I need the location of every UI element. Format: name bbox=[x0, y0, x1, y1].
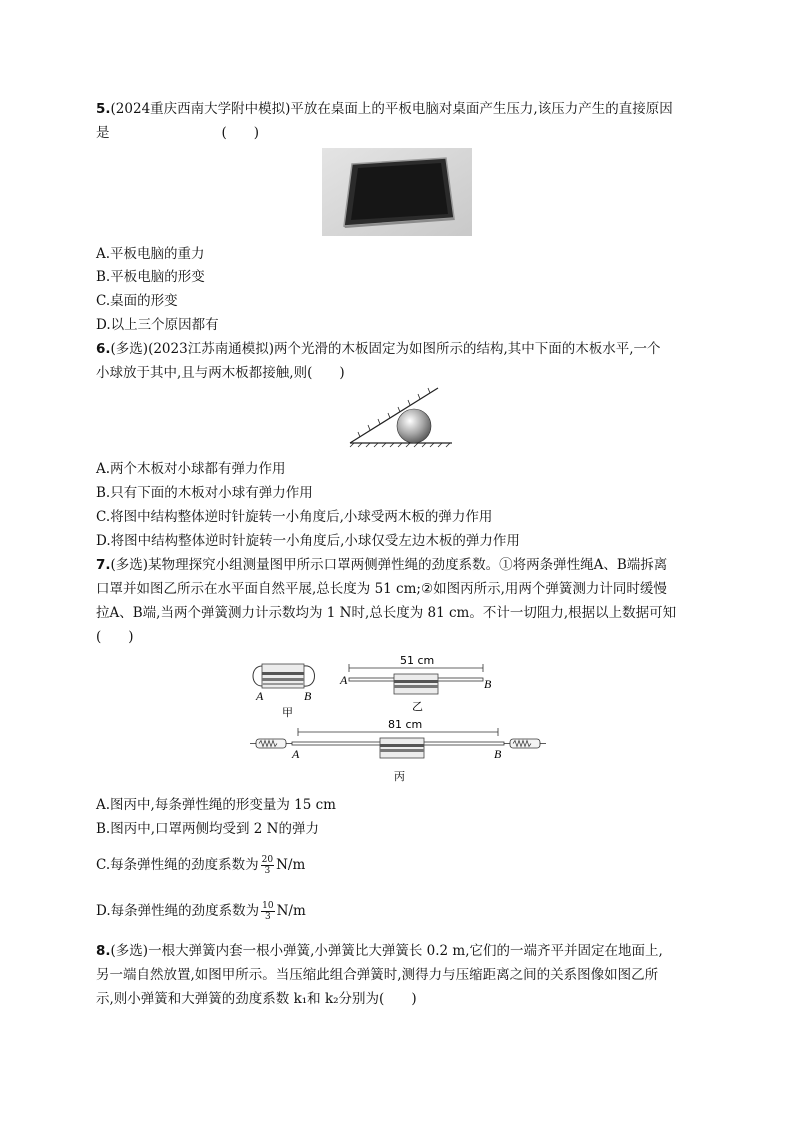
spring-scale-left bbox=[250, 739, 292, 748]
q5-stem-1: (2024重庆西南大学附中模拟)平放在桌面上的平板电脑对桌面产生压力,该压力产生的直接原因 bbox=[110, 101, 673, 117]
q5-option-c: C.桌面的形变 bbox=[96, 293, 178, 309]
q7-option-c-num: 20 bbox=[261, 855, 274, 865]
q5-option-b: B.平板电脑的形变 bbox=[96, 269, 205, 285]
mask-yi bbox=[394, 674, 438, 694]
q6-number: 6. bbox=[96, 341, 111, 357]
len-yi: 51 cm bbox=[400, 654, 435, 667]
jia-label-a: A bbox=[256, 689, 264, 703]
mask-figure bbox=[248, 652, 548, 787]
q5-line2 bbox=[96, 124, 259, 142]
q8-stem-1: (多选)一根大弹簧内套一根小弹簧,小弹簧比大弹簧长 0.2 m,它们的一端齐平并固定在地面上, bbox=[110, 943, 663, 959]
q5-answer-paren: ( ) bbox=[221, 125, 260, 141]
q7-line4: ( ) bbox=[96, 629, 134, 645]
spring-scale-right bbox=[504, 739, 546, 748]
q7-option-c bbox=[96, 852, 305, 878]
bing-label-a: A bbox=[292, 747, 300, 761]
fig-yi-caption: 乙 bbox=[412, 700, 423, 713]
q5-option-a: A.平板电脑的重力 bbox=[96, 246, 205, 262]
q7-option-d-den: 3 bbox=[265, 912, 271, 922]
q8-line2: 另一端自然放置,如图甲所示。当压缩此组合弹簧时,测得力与压缩距离之间的关系图像如图乙所 bbox=[96, 967, 659, 983]
q6-option-c: C.将图中结构整体逆时针旋转一小角度后,小球受两木板的弹力作用 bbox=[96, 509, 493, 525]
jia-label-b: B bbox=[304, 689, 312, 703]
q7-option-c-den: 3 bbox=[264, 866, 271, 876]
bottom-board-hatch bbox=[350, 443, 450, 447]
q6-option-a: A.两个木板对小球都有弹力作用 bbox=[96, 461, 286, 477]
mask-bing bbox=[380, 738, 424, 758]
q7-option-d-unit: N/m bbox=[276, 903, 306, 919]
q6-line1 bbox=[96, 340, 661, 358]
q8-number: 8. bbox=[96, 943, 111, 959]
q7-number: 7. bbox=[96, 557, 111, 573]
q7-option-d-fraction bbox=[261, 901, 274, 922]
q7-line3: 拉A、B端,当两个弹簧测力计示数均为 1 N时,总长度为 81 cm。不计一切阻力,根据以上数据可知 bbox=[96, 605, 677, 621]
q7-option-c-fraction bbox=[261, 855, 274, 876]
q5-option-d: D.以上三个原因都有 bbox=[96, 317, 219, 333]
q7-option-a: A.图丙中,每条弹性绳的形变量为 15 cm bbox=[96, 797, 336, 813]
ball bbox=[397, 409, 431, 443]
yi-label-b: B bbox=[484, 677, 492, 691]
q6-option-b: B.只有下面的木板对小球有弹力作用 bbox=[96, 485, 313, 501]
mask-jia bbox=[253, 664, 315, 688]
tablet-image bbox=[322, 148, 472, 236]
q7-option-c-unit: N/m bbox=[276, 857, 306, 873]
q6-line2: 小球放于其中,且与两木板都接触,则( ) bbox=[96, 365, 345, 381]
tablet-photo bbox=[322, 148, 472, 236]
q7-option-d-num: 10 bbox=[262, 901, 274, 911]
q7-stem-1: (多选)某物理探究小组测量图甲所示口罩两侧弹性绳的劲度系数。①将两条弹性绳A、B端拆离 bbox=[110, 557, 668, 573]
q8-line1 bbox=[96, 942, 663, 960]
q6-option-d: D.将图中结构整体逆时针旋转一小角度后,小球仅受左边木板的弹力作用 bbox=[96, 533, 520, 549]
q5-line1 bbox=[96, 100, 673, 118]
fig-bing-caption: 丙 bbox=[394, 770, 405, 783]
q5-number: 5. bbox=[96, 101, 111, 117]
q7-option-b: B.图丙中,口罩两侧均受到 2 N的弹力 bbox=[96, 821, 319, 837]
yi-label-a: A bbox=[340, 673, 348, 687]
q8-line3: 示,则小弹簧和大弹簧的劲度系数 k₁和 k₂分别为( ) bbox=[96, 991, 417, 1007]
bing-label-b: B bbox=[494, 747, 502, 761]
q7-option-d-prefix: D.每条弹性绳的劲度系数为 bbox=[96, 903, 260, 919]
len-bing: 81 cm bbox=[388, 718, 423, 731]
q7-option-c-prefix: C.每条弹性绳的劲度系数为 bbox=[96, 857, 259, 873]
q6-stem-1: (多选)(2023江苏南通模拟)两个光滑的木板固定为如图所示的结构,其中下面的木板水平,一个 bbox=[110, 341, 661, 357]
q7-option-d bbox=[96, 898, 306, 924]
q5-stem-2: 是 bbox=[96, 125, 110, 141]
q7-line1 bbox=[96, 556, 667, 574]
q7-line2: 口罩并如图乙所示在水平面自然平展,总长度为 51 cm;②如图丙所示,用两个弹簧测力计同时缓慢 bbox=[96, 581, 667, 597]
fig-jia-caption: 甲 bbox=[282, 706, 293, 719]
ball-boards-diagram bbox=[346, 380, 456, 450]
